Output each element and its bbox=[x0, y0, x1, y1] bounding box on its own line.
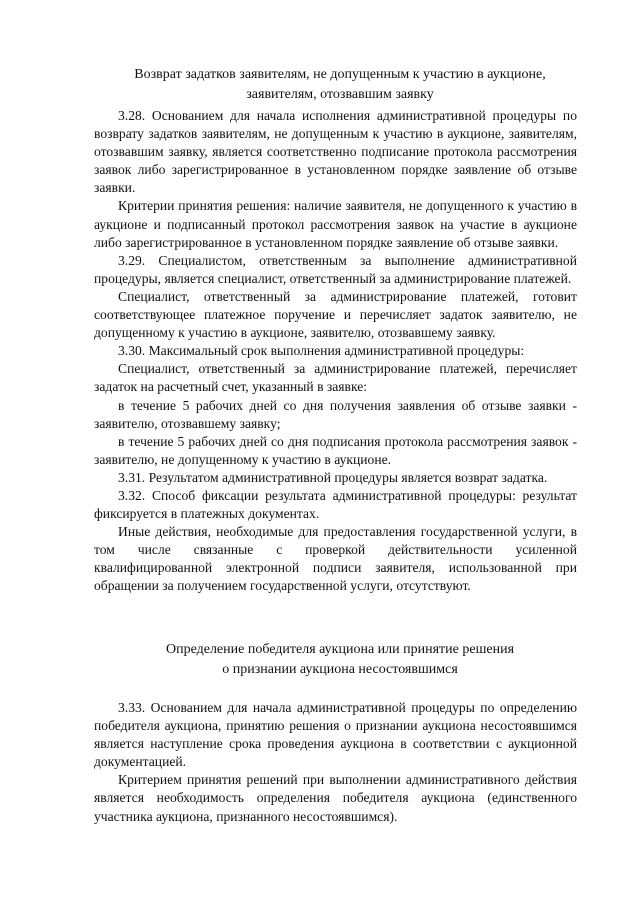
paragraph-other-actions: Иные действия, необходимые для предоставления государственной услуги, в том числе связанные с проверкой действительности усиленной квалифицированной электронной подписи заявителя, использованной при обращении за получением государственной услуги, отсутствуют. bbox=[94, 524, 577, 594]
paragraph-3-32: 3.32. Способ фиксации результата административной процедуры: результат фиксируется в платежных документах. bbox=[94, 487, 577, 522]
paragraph-specialist-actions: Специалист, ответственный за администрирование платежей, готовит соответствующее платежное поручение и перечисляет задаток заявителю, не допущенному к участию в аукционе, заявителю, отозвавшему заявку. bbox=[94, 288, 577, 341]
paragraph-3-31: 3.31. Результатом административной процедуры является возврат задатка. bbox=[118, 469, 548, 485]
section-heading-deposit-return bbox=[100, 65, 580, 105]
section-body-deposit-return bbox=[94, 107, 577, 596]
section-heading-line: Определение победителя аукциона или принятие решения bbox=[165, 642, 515, 657]
paragraph-term-withdrawal: в течение 5 рабочих дней со дня получения заявления об отзыве заявки - заявителю, отозвавшему заявку; bbox=[94, 397, 577, 431]
paragraph-term-protocol: в течение 5 рабочих дней со дня подписания протокола рассмотрения заявок - заявителю, не допущенному к участию в аукционе. bbox=[94, 433, 577, 467]
paragraph-3-30: 3.30. Максимальный срок выполнения административной процедуры: bbox=[118, 343, 525, 359]
section-body-auction-winner bbox=[94, 699, 577, 826]
paragraph-3-28: 3.28. Основанием для начала исполнения административной процедуры по возврату задатков заявителям, не допущенным к участию в аукционе, заявителям, отозвавшим заявку, является соответственно подписание протокола рассмотрения заявок либо зарегистрированное в установленном порядке заявление об отзыве заявки. bbox=[94, 108, 577, 196]
section-heading-line: заявителям, отозвавшим заявку bbox=[246, 87, 434, 102]
paragraph-3-29: 3.29. Специалистом, ответственным за выполнение административной процедуры, является специалист, ответственный за администрирование платежей. bbox=[94, 252, 577, 286]
paragraph-criterion-decisions: Критерием принятия решений при выполнении административного действия является необходимость определения победителя аукциона (единственного участника аукциона, признанного несостоявшимся). bbox=[94, 772, 577, 824]
paragraph-transfer-deposit: Специалист, ответственный за администрирование платежей, перечисляет задаток на расчетный счет, указанный в заявке: bbox=[94, 361, 577, 395]
section-heading-line: о признании аукциона несостоявшимся bbox=[222, 662, 458, 677]
paragraph-decision-criteria: Критерии принятия решения: наличие заявителя, не допущенного к участию в аукционе и подписанный протокол рассмотрения заявок на участие в аукционе либо зарегистрированное в установленном порядке заявление об отзыве заявки. bbox=[94, 198, 577, 250]
paragraph-3-33: 3.33. Основанием для начала административной процедуры по определению победителя аукциона, принятию решения о признании аукциона несостоявшимся является наступление срока проведения аукциона в соответствии с аукционной документацией. bbox=[94, 700, 577, 770]
section-heading-auction-winner bbox=[100, 640, 580, 680]
section-heading-line: Возврат задатков заявителям, не допущенным к участию в аукционе, bbox=[134, 67, 546, 82]
